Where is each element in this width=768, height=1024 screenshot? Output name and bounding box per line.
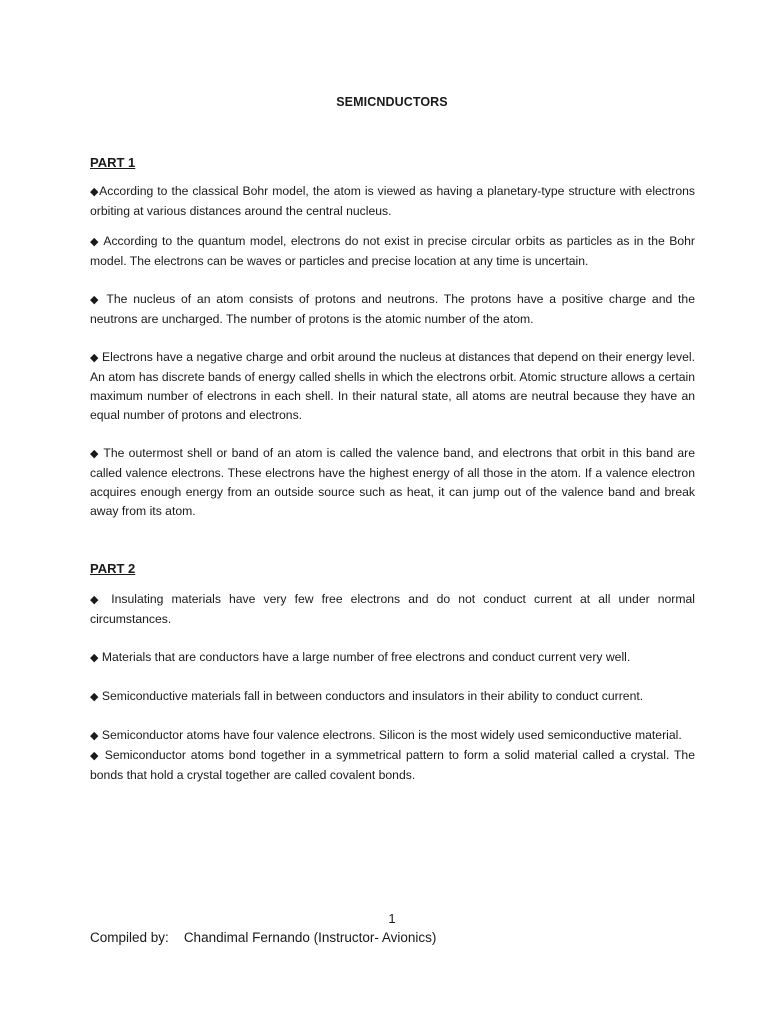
bullet-diamond-icon: ◆ — [90, 352, 99, 364]
bullet-diamond-icon: ◆ — [90, 294, 101, 306]
part2-bullet-5-text: Semiconductor atoms bond together in a symmetrical pattern to form a solid material called a crystal. The bonds that hold a crystal together are called covalent bonds. — [90, 748, 695, 782]
document-title: SEMICNDUCTORS — [336, 95, 448, 109]
part2-bullet-1 — [90, 590, 695, 629]
footer-spacer — [169, 930, 184, 945]
part1-bullet-1-text: According to the classical Bohr model, the atom is viewed as having a planetary-type structure with electrons orbiting at various distances around the central nucleus. — [90, 184, 695, 218]
bullet-diamond-icon: ◆ — [90, 186, 100, 198]
part1-bullet-2 — [90, 232, 695, 271]
part2-bullet-4-text: Semiconductor atoms have four valence electrons. Silicon is the most widely used semiconductive material. — [98, 728, 682, 742]
part2-bullet-2 — [90, 648, 695, 668]
part1-bullet-3 — [90, 290, 695, 329]
part2-bullet-5 — [90, 746, 695, 785]
part1-heading: PART 1 — [90, 155, 136, 170]
page-number: 1 — [388, 911, 396, 926]
bullet-diamond-icon: ◆ — [90, 652, 99, 664]
part1-bullet-2-text: According to the quantum model, electrons do not exist in precise circular orbits as particles as in the Bohr model. The electrons can be waves or particles and precise location at any time is uncertain. — [90, 234, 695, 268]
part1-bullet-5-text: The outermost shell or band of an atom is called the valence band, and electrons that orbit in this band are called valence electrons. These electrons have the highest energy of all those in the atom. If a valence electron acquires enough energy from an outside source such as heat, it can jump out of the valence band and break away from its atom. — [90, 446, 695, 518]
compiled-by-label: Compiled by: — [90, 930, 169, 945]
part1-bullet-5 — [90, 444, 695, 521]
compiled-by-value: Chandimal Fernando (Instructor- Avionics) — [183, 930, 437, 945]
footer-credit — [90, 930, 436, 945]
bullet-diamond-icon: ◆ — [90, 730, 99, 742]
part1-bullet-1 — [90, 182, 695, 221]
part1-bullet-4 — [90, 348, 695, 425]
bullet-diamond-icon: ◆ — [90, 594, 104, 606]
part1-bullet-4-text: Electrons have a negative charge and orbit around the nucleus at distances that depend on their energy level. An atom has discrete bands of energy called shells in which the electrons orbit. Atomic structure allows a certain maximum number of electrons in each shell. In their natural state, all atoms are neutral because they have an equal number of protons and electrons. — [90, 350, 695, 422]
bullet-diamond-icon: ◆ — [90, 236, 100, 248]
part2-bullet-1-text: Insulating materials have very few free electrons and do not conduct current at all under normal circumstances. — [90, 592, 695, 626]
part1-bullet-3-text: The nucleus of an atom consists of protons and neutrons. The protons have a positive charge and the neutrons are uncharged. The number of protons is the atomic number of the atom. — [90, 292, 695, 326]
part2-bullet-2-text: Materials that are conductors have a large number of free electrons and conduct current very well. — [98, 650, 631, 664]
part2-heading: PART 2 — [90, 561, 136, 576]
document-body — [90, 153, 695, 785]
bullet-diamond-icon: ◆ — [90, 750, 100, 762]
bullet-diamond-icon: ◆ — [90, 448, 100, 460]
part2-bullet-4 — [90, 726, 695, 746]
bullet-diamond-icon: ◆ — [90, 691, 99, 703]
part2-bullet-3 — [90, 687, 695, 707]
part2-bullet-3-text: Semiconductive materials fall in between conductors and insulators in their ability to conduct current. — [98, 689, 644, 703]
